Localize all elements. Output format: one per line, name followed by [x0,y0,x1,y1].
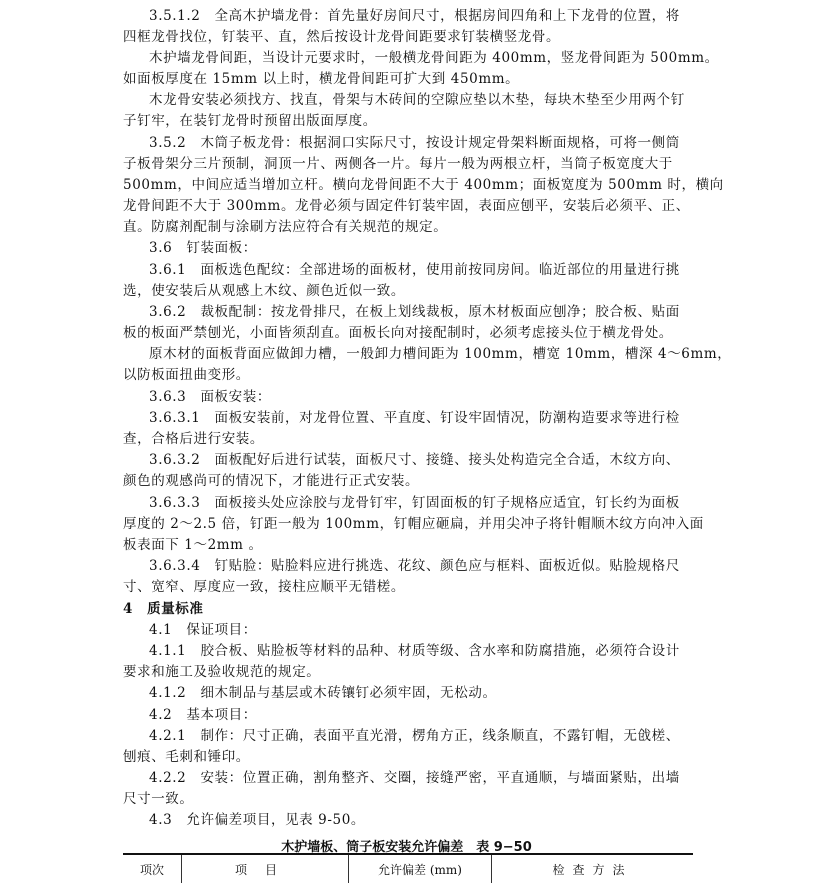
text-line: 4.1 保证项目： [149,622,257,638]
table-header-cell: 项次 [123,855,182,883]
text-line: 龙骨间距不大于 300mm。龙骨必须与固定件钉装牢固，表面应刨平，安装后必须平、正、 [123,198,690,214]
text-line: 4.2 基本项目： [149,707,257,723]
text-line: 500mm，中间应适当增加立杆。横向龙骨间距不大于 400mm；面板宽度为 500mm 时，横向 [123,177,724,193]
text-line: 以防板面扭曲变形。 [123,367,250,383]
text-line: 3.5.1.2 全高木护墙龙骨：首先量好房间尺寸，根据房间四角和上下龙骨的位置，将 [149,8,680,24]
text-line: 四框龙骨找位，钉装平、直，然后按设计龙骨间距要求钉装横竖龙骨。 [123,29,561,45]
text-line: 厚度的 2～2.5 倍，钉距一般为 100mm，钉帽应砸扁，并用尖冲子将针帽顺木纹方向冲入面 [123,516,704,532]
text-line: 寸、宽窄、厚度应一致，接柱应顺平无错槎。 [123,579,405,595]
text-line: 颜色的观感尚可的情况下，才能进行正式安装。 [123,473,420,489]
text-line: 子板骨架分三片预制，洞顶一片、两侧各一片。每片一般为两根立杆，当筒子板宽度大于 [123,156,673,172]
table-header-cell: 项目 [182,855,349,883]
table-header-row [123,855,693,883]
text-line: 3.6.3.4 钉贴脸：贴脸料应进行挑选、花纹、颜色应与框料、面板近似。贴脸规格尺 [149,558,680,574]
text-line: 3.6.2 裁板配制：按龙骨排尺，在板上划线裁板，原木材板面应刨净；胶合板、贴面 [149,304,680,320]
text-line: 3.6.3.2 面板配好后进行试装，面板尺寸、接缝、接头处构造完全合适，木纹方向、 [149,452,680,468]
text-line: 4.2.2 安装：位置正确，割角整齐、交圈，接缝严密，平直通顺，与墙面紧贴，出墙 [149,770,680,786]
text-line: 3.6.1 面板选色配纹：全部进场的面板材，使用前按同房间。临近部位的用量进行挑 [149,262,680,278]
text-line: 查，合格后进行安装。 [123,431,264,447]
text-line: 3.6.3 面板安装： [149,389,271,405]
text-line: 4.3 允许偏差项目，见表 9-50。 [149,812,365,828]
text-line: 4.1.2 细木制品与基层或木砖镶钉必须牢固，无松动。 [149,685,497,701]
text-line: 原木材的面板背面应做卸力槽，一般卸力槽间距为 100mm，槽宽 10mm，槽深 4～6mm， [149,346,732,362]
text-line: 选，使安装后从观感上木纹、颜色近似一致。 [123,283,405,299]
table-header-cell: 检查方法 [552,862,633,877]
text-line: 尺寸一致。 [123,791,194,807]
text-line: 3.6 钉装面板： [149,240,257,256]
text-line: 如面板厚度在 15mm 以上时，横龙骨间距可扩大到 450mm。 [123,71,520,87]
text-line: 3.5.2 木筒子板龙骨：根据洞口实际尺寸，按设计规定骨架料断面规格，可将一侧筒 [149,135,680,151]
text-line: 4.1.1 胶合板、贴脸板等材料的品种、材质等级、含水率和防腐措施，必须符合设计 [149,643,680,659]
text-line: 木护墙龙骨间距，当设计元要求时，一般横龙骨间距为 400mm，竖龙骨间距为 500mm。 [149,50,719,66]
text-line: 刨痕、毛刺和锤印。 [123,749,250,765]
text-line: 子钉牢，在装钉龙骨时预留出版面厚度。 [123,113,377,129]
text-line: 要求和施工及验收规范的规定。 [123,664,321,680]
text-line: 3.6.3.3 面板接头处应涂胶与龙骨钉牢，钉固面板的钉子规格应适宜，钉长约为面板 [149,495,680,511]
text-line: 4.2.1 制作：尺寸正确，表面平直光滑，楞角方正，线条顺直，不露钉帽，无戗槎、 [149,728,680,744]
text-line: 木龙骨安装必须找方、找直，骨架与木砖间的空隙应垫以木垫，每块木垫至少用两个钉 [149,92,685,108]
table-header-cell: 允许偏差 (mm) [349,855,492,883]
text-line: 板表面下 1～2mm 。 [123,537,263,553]
text-line: 3.6.3.1 面板安装前，对龙骨位置、平直度、钉设牢固情况，防潮构造要求等进行检 [149,410,680,426]
section-heading: 4 质量标准 [123,601,204,617]
text-line: 板的板面严禁刨光，小面皆须刮直。面板长向对接配制时，必须考虑接头位于横龙骨处。 [123,325,673,341]
table-caption: 木护墙板、筒子板安装允许偏差 表 9−50 [281,840,532,855]
text-line: 直。防腐剂配制与涂刷方法应符合有关规范的规定。 [123,219,448,235]
